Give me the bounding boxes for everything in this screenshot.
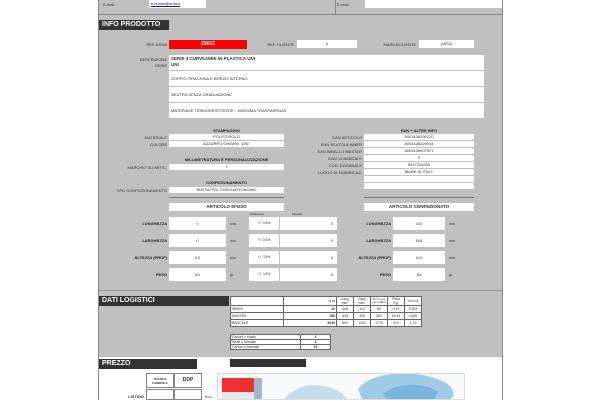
table-cell[interactable]: 110 bbox=[354, 306, 371, 313]
sfuso-row-method[interactable]: 0 bbox=[280, 234, 337, 247]
table-cell[interactable]: 800 bbox=[337, 320, 354, 327]
sfuso-row-unit: gr. bbox=[230, 273, 234, 277]
ref-cliente-value[interactable]: 0 bbox=[297, 40, 357, 48]
table-row bbox=[231, 313, 422, 320]
pallet-value[interactable]: 4 bbox=[301, 340, 331, 345]
column-header: Alt mm. (se nel n pallet) bbox=[371, 297, 388, 306]
colore-label: COLORE bbox=[150, 142, 167, 147]
sfuso-row-unit: mm. bbox=[230, 256, 237, 260]
product-image bbox=[217, 373, 465, 400]
ean-row-label: EAN IMBALLO MASTER bbox=[317, 149, 362, 154]
pallet-value[interactable]: 4 bbox=[301, 335, 331, 340]
sfuso-row-tolerance[interactable]: +/- 0,5% bbox=[249, 217, 279, 230]
pallet-label: Cartoni x bancale bbox=[231, 345, 301, 350]
sfuso-row-unit: mm. bbox=[230, 222, 237, 226]
sfuso-row-value[interactable]: 0,0 bbox=[169, 251, 226, 264]
sfuso-row-label: ALTEZZA (PROF) bbox=[134, 255, 167, 260]
email-label-left: E-mail bbox=[103, 2, 115, 7]
confezionato-row-label: ALTEZZA (PROF) bbox=[358, 255, 391, 260]
millimetratura-title: MILLIMETRATURA E PERSONALIZZAZIONE bbox=[184, 157, 269, 162]
ean-row-value[interactable]: 8003438290120 bbox=[364, 134, 474, 140]
sfuso-row-method[interactable]: 0 bbox=[280, 251, 337, 264]
sfuso-row-value[interactable]: 0 bbox=[169, 217, 226, 230]
confezionato-row-value[interactable]: 410 bbox=[393, 217, 445, 230]
table-cell[interactable]: 0,003 bbox=[405, 306, 422, 313]
column-header bbox=[231, 297, 284, 306]
confezionato-title: ARTICOLO CONFEZIONATO bbox=[364, 203, 474, 211]
descrizione-label: DESCRIZIONE bbox=[139, 57, 167, 62]
section-header-image bbox=[230, 359, 306, 367]
desc-line-1[interactable]: DOPPIO TIRACHINA E BORDO INTERNO bbox=[169, 71, 484, 86]
confezionamento-title: CONFEZIONAMENTO bbox=[206, 180, 247, 185]
column-header: Larg mm. bbox=[354, 297, 371, 306]
confezionato-row-label: LUNGHEZZA bbox=[366, 221, 391, 226]
sfuso-row-tolerance[interactable]: +/- 15% bbox=[249, 251, 279, 264]
ddp-header: DDP bbox=[174, 373, 202, 388]
section-header-dati-logistici: DATI LOGISTICI bbox=[99, 296, 229, 306]
table-cell[interactable]: 65 bbox=[371, 306, 388, 313]
desc-line-3[interactable]: MATERIALE TERMORESISTENTE - MASSIMA TRASPARENZA bbox=[169, 103, 484, 118]
table-cell[interactable]: 405 bbox=[354, 313, 371, 320]
ean-row-value[interactable]: 0 bbox=[364, 155, 474, 161]
serie-label: SERIE bbox=[154, 63, 167, 68]
tolleranza-header: Tolleranza bbox=[250, 212, 264, 216]
table-cell[interactable]: INNER bbox=[231, 306, 284, 313]
confezionato-row-unit: mm. bbox=[449, 222, 456, 226]
ean-row-value[interactable] bbox=[364, 183, 474, 189]
divider bbox=[99, 14, 502, 15]
table-cell[interactable]: 310 bbox=[388, 320, 405, 327]
ean-row-value[interactable]: 9017201000 bbox=[364, 162, 474, 168]
stampaggio-title: STAMPAGGIO bbox=[213, 128, 240, 133]
logistics-table bbox=[230, 296, 422, 327]
table-cell[interactable]: 1200 bbox=[354, 320, 371, 327]
table-cell[interactable]: 1,70 bbox=[405, 320, 422, 327]
sfuso-row-tolerance[interactable]: +/- 10% bbox=[249, 268, 279, 281]
ean-row-value[interactable]: 8003438007971 bbox=[364, 148, 474, 154]
divider bbox=[335, 0, 336, 14]
package-label-red bbox=[222, 378, 254, 392]
divider bbox=[169, 197, 284, 198]
table-row bbox=[231, 320, 422, 327]
section-header-prezzo: PREZZO bbox=[99, 359, 197, 369]
table-cell[interactable]: 180 bbox=[284, 313, 337, 320]
table-cell[interactable]: 408 bbox=[337, 306, 354, 313]
descrizione-field[interactable] bbox=[169, 55, 484, 70]
column-header: Peso Kg. bbox=[388, 297, 405, 306]
confezionato-row-unit: mm. bbox=[449, 256, 456, 260]
table-cell[interactable]: 3040 bbox=[284, 320, 337, 327]
table-cell[interactable]: 0,065 bbox=[405, 313, 422, 320]
divider bbox=[364, 197, 474, 198]
email-value-right[interactable] bbox=[365, 0, 502, 8]
tipo-confezionamento-value[interactable]: BUSTA PVC CON CARTONCINO bbox=[169, 187, 284, 193]
sfuso-row-label: LARGHEZZA bbox=[142, 238, 167, 243]
marchio-label: MARCHIO SU ARTIC. bbox=[127, 165, 167, 170]
sfuso-row-method[interactable]: 0 bbox=[280, 217, 337, 230]
marca-cliente-value[interactable]: ARDA bbox=[419, 40, 474, 48]
confezionato-row-unit: mm. bbox=[449, 239, 456, 243]
spec-sheet bbox=[98, 0, 503, 400]
marchio-value[interactable]: / bbox=[169, 164, 284, 170]
table-cell[interactable]: 1770 bbox=[371, 320, 388, 327]
sfuso-row-label: PESO bbox=[155, 272, 167, 277]
table-cell[interactable]: BANCALE bbox=[231, 320, 284, 327]
email-label-right: E-mail bbox=[337, 2, 349, 7]
pallet-row bbox=[231, 345, 331, 350]
email-value-left[interactable]: e.bonini@arda.it bbox=[149, 0, 206, 8]
column-header: Vol m3 bbox=[405, 297, 422, 306]
ean-row-value[interactable]: MADE IN ITALY bbox=[364, 169, 474, 175]
table-cell[interactable]: 445 bbox=[337, 313, 354, 320]
sfuso-row-value[interactable]: 0 bbox=[169, 234, 226, 247]
desc-line-2[interactable]: NEUTRA SENZA GRADUAZIONE bbox=[169, 87, 484, 102]
table-header-row bbox=[231, 297, 422, 306]
section-header-info-prodotto: INFO PRODOTTO bbox=[99, 20, 169, 30]
sfuso-row-label: LUNGHEZZA bbox=[142, 221, 167, 226]
rulers-photo bbox=[273, 374, 463, 400]
column-header: Lung. mm. bbox=[337, 297, 354, 306]
confezionato-row-label: LARGHEZZA bbox=[366, 238, 391, 243]
materiale-value[interactable]: POLISTIROLO bbox=[169, 134, 284, 140]
confezionato-row-value[interactable]: 84 bbox=[393, 268, 445, 281]
sfuso-row-value[interactable]: 64 bbox=[169, 268, 226, 281]
sfuso-row-method[interactable]: 0 bbox=[280, 268, 337, 281]
confezionato-row-value[interactable]: 8,0 bbox=[393, 251, 445, 264]
marca-cliente-label: MARCA/CLIENTE bbox=[383, 42, 416, 47]
ref-cliente-label: REF. CLIENTE bbox=[267, 42, 294, 47]
metodo-header: Metodo bbox=[292, 212, 303, 216]
sfuso-row-tolerance[interactable]: +/- 0,5% bbox=[249, 234, 279, 247]
table-cell[interactable]: 360 bbox=[371, 313, 388, 320]
listino-label: LISTINO bbox=[128, 394, 144, 399]
listino-franco-value[interactable] bbox=[146, 389, 174, 400]
pallet-label: Cartoni x strato bbox=[231, 335, 301, 340]
serie-value: UNI bbox=[171, 62, 179, 67]
tipo-confezionamento-label: TIPO CONFEZIONAMENTO bbox=[115, 188, 167, 193]
confezionato-row-unit: gr. bbox=[449, 273, 453, 277]
pallet-table bbox=[230, 334, 331, 350]
ean-row-label: EAN SCATOLA INNER bbox=[321, 142, 362, 147]
listino-ddp-value[interactable] bbox=[174, 389, 202, 400]
materiale-label: MATERIALE bbox=[144, 135, 167, 140]
package-label-side bbox=[254, 378, 262, 400]
pallet-label: Strati x bancale bbox=[231, 340, 301, 345]
ref-arda-label: REF. ARDA bbox=[146, 42, 167, 47]
table-cell[interactable]: 0,91 bbox=[388, 306, 405, 313]
ean-row-label: LUOGO DI FABBRICAZ. bbox=[317, 170, 362, 175]
ref-arda-value[interactable]: 29012 bbox=[169, 40, 247, 49]
table-cell[interactable]: 18,44 bbox=[388, 313, 405, 320]
table-cell[interactable]: MASTER bbox=[231, 313, 284, 320]
ruler-shape bbox=[283, 385, 348, 400]
ean-row-label: COD. DOGANALE bbox=[328, 163, 362, 168]
ean-row-label: EAN 13 BANCALE bbox=[328, 156, 362, 161]
confezionato-row-label: PESO bbox=[379, 272, 391, 277]
colore-value[interactable]: AZZURRO CHIARO "UNI" bbox=[169, 141, 284, 147]
column-header: Q.tà bbox=[284, 297, 337, 306]
confezionato-row-value[interactable]: 108 bbox=[393, 234, 445, 247]
pallet-value[interactable]: 16 bbox=[301, 345, 331, 350]
descrizione-value: SERIE 3 CURVILINEE IN PLASTICA UNI bbox=[171, 56, 256, 61]
ean-row-value[interactable] bbox=[364, 176, 474, 182]
sfuso-title: ARTICOLO SFUSO bbox=[169, 203, 284, 211]
franco-fabbrica-header: FRANCO FABBRICA bbox=[146, 373, 174, 388]
table-row bbox=[231, 306, 422, 313]
ean-title: EAN + ALTRE INFO bbox=[400, 128, 438, 133]
sfuso-row-unit: mm. bbox=[230, 239, 237, 243]
table-cell[interactable]: 10 bbox=[284, 306, 337, 313]
divider bbox=[99, 290, 502, 291]
package-thumbnail bbox=[222, 378, 262, 400]
currency-label: Euro bbox=[205, 395, 213, 399]
ean-row-value[interactable]: 8003438229014 bbox=[364, 141, 474, 147]
ean-row-label: EAN ARTICOLO bbox=[332, 135, 362, 140]
